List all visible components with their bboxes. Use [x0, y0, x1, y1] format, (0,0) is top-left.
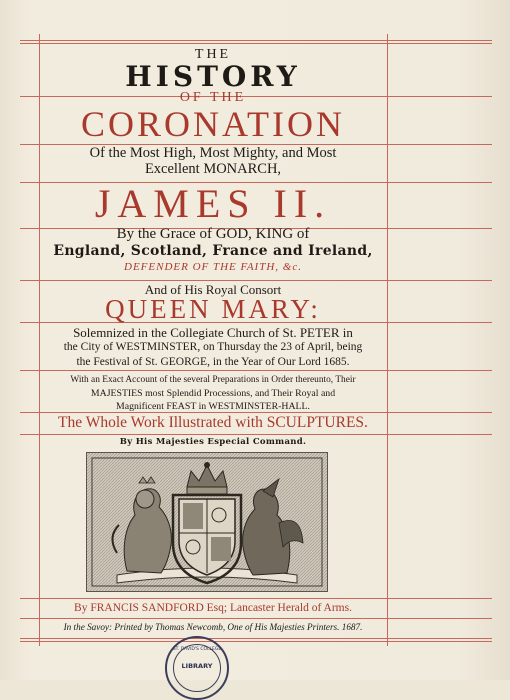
grace-line: By the Grace of GOD, KING of [116, 226, 310, 242]
right-rule [387, 34, 388, 646]
rule [20, 412, 492, 413]
solemnized-line-1: Solemnized in the Collegiate Church of St. PETER in [73, 325, 353, 340]
monarch-line-1: Of the Most High, Most Mighty, and Most [89, 145, 337, 161]
imprint-line: In the Savoy: Printed by Thomas Newcomb, One of His Majesties Printers. 1687. [63, 622, 363, 632]
account-line-3: Magnificent FEAST in WESTMINSTER-HALL. [116, 401, 310, 412]
rule [20, 618, 492, 619]
stamp-ring-text: ST. DAVID'S COLLEGE [172, 647, 222, 652]
consort-line: And of His Royal Consort [144, 282, 282, 297]
heading-coronation: CORONATION [81, 104, 345, 144]
command-line: By His Majesties Especial Command. [119, 437, 307, 447]
solemnized-line-2: the City of WESTMINSTER, on Thursday the 23 of April, being [63, 341, 363, 353]
royal-arms-engraving [86, 452, 328, 592]
illustrated-line: The Whole Work Illustrated with SCULPTURES. [58, 414, 368, 431]
account-line-2: MAJESTIES most Splendid Processions, and Their Royal and [90, 388, 336, 399]
heading-of-the: OF THE [179, 90, 247, 105]
queen-name: QUEEN MARY: [105, 294, 321, 324]
rule [20, 280, 492, 281]
king-name: JAMES II. [94, 181, 332, 226]
rule [20, 370, 492, 371]
library-stamp [165, 636, 229, 700]
account-line-1: With an Exact Account of the several Preparations in Order thereunto, Their [70, 375, 356, 385]
top-rule [20, 40, 492, 41]
solemnized-line-3: the Festival of St. GEORGE, in the Year of Our Lord 1685. [76, 356, 350, 368]
heading-history: HISTORY [125, 60, 301, 93]
bottom-rule [20, 638, 492, 639]
stamp-library-text: LIBRARY [181, 662, 213, 670]
realms-line: England, Scotland, France and Ireland, [53, 243, 373, 259]
coat-of-arms-icon [87, 453, 327, 591]
rule [20, 598, 492, 599]
heading-the: THE [194, 47, 232, 62]
rule [20, 434, 492, 435]
author-line: By FRANCIS SANDFORD Esq; Lancaster Herald of Arms. [74, 602, 352, 614]
monarch-line-2: Excellent MONARCH, [144, 161, 282, 177]
defender-line: DEFENDER OF THE FAITH, &c. [124, 261, 302, 273]
